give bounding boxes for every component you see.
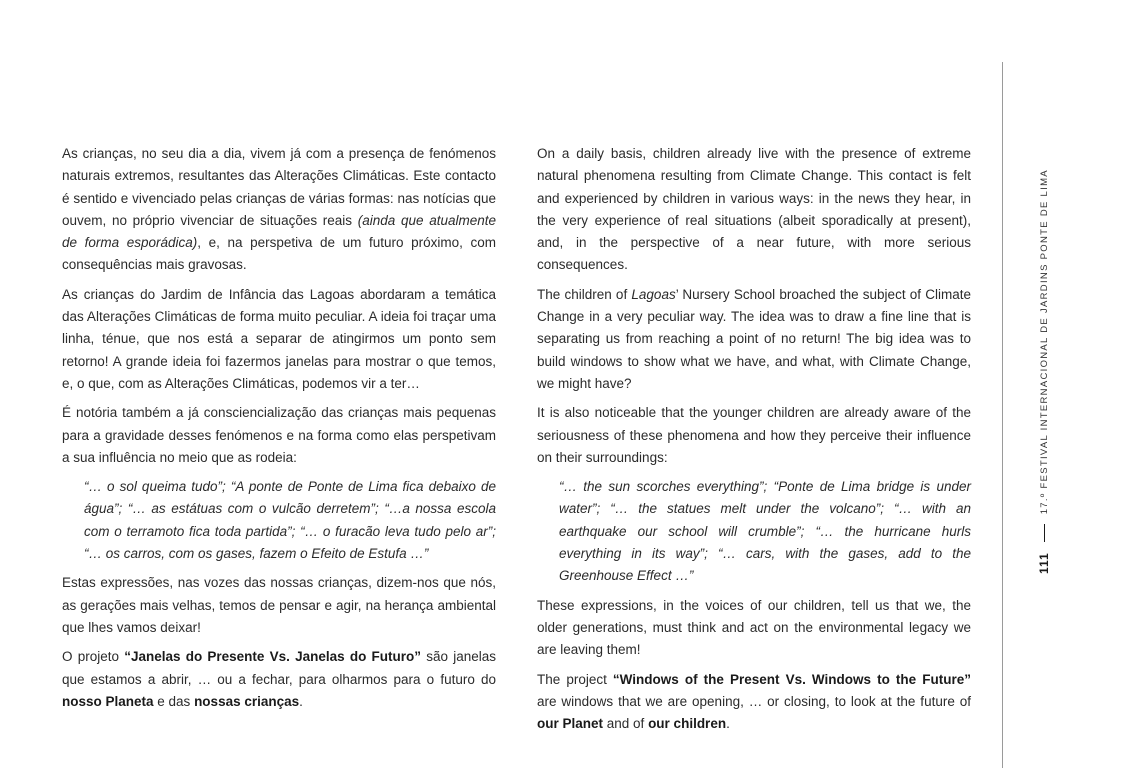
pt-project-title: “Janelas do Presente Vs. Janelas do Futuro” [124, 649, 422, 665]
page-number: 111 [1037, 552, 1051, 574]
en-paragraph-1: On a daily basis, children already live with the presence of extreme natural phenomena resulting from Climate Change. This contact is felt and experienced by children in various ways: in the news they hear, in the very experience of real situations (albeit sporadically at present), and, in the perspective of a near future, with more serious consequences. [537, 146, 971, 273]
en-bold-children: our children [648, 716, 727, 732]
en-children-quote: “… the sun scorches everything”; “Ponte de Lima bridge is under water”; “… the statues melt under the volcano”; “… with an earthquake our school will crumble”; “… the hurricane hurls everything in its way”; “… cars, with the gases, add to the Greenhouse Effect …” [559, 479, 971, 584]
pt-paragraph-5 [62, 646, 496, 713]
en-paragraph-4: These expressions, in the voices of our children, tell us that we, the older generations, must think and act on the environmental legacy we are leaving them! [537, 597, 971, 658]
en-p2-italic: Lagoas [631, 286, 676, 302]
margin-divider-line [1002, 62, 1003, 768]
pt-p5-text: O projeto [62, 649, 125, 665]
en-p5-text-mid: are windows that we are opening, … or closing, to look at the future of [537, 693, 971, 709]
en-p5-period: . [726, 716, 730, 732]
pt-p1-text: As crianças, no seu dia a dia, vivem já com a presença de fenómenos naturais extremos, resultantes das Alterações Climáticas. Este contacto é sentido e vivenciado pelas crianças de várias formas: nas notícias que ouvem, no próprio vivenciar de situações reais [62, 146, 496, 228]
english-column [537, 143, 971, 742]
header-dash [1044, 524, 1045, 542]
pt-bold-children: nossas crianças [194, 693, 300, 709]
pt-children-quote: “… o sol queima tudo”; “A ponte de Ponte de Lima fica debaixo de água”; “… as estátuas com o vulcão derretem”; “…a nossa escola com o terramoto fica toda partida”; “… o furacão leva tudo pelo ar”; “… os carros, com os gases, fazem o Efeito de Estufa …” [84, 479, 496, 562]
en-project-title: “Windows of the Present Vs. Windows to the Future” [612, 671, 971, 687]
running-title: 17.º FESTIVAL INTERNACIONAL DE JARDINS PONTE DE LIMA [1038, 169, 1050, 515]
pt-paragraph-2: As crianças do Jardim de Infância das Lagoas abordaram a temática das Alterações Climáticas de forma muito peculiar. A ideia foi traçar uma linha, ténue, que nos está a separar de atingirmos um ponto sem retorno! A grande ideia foi fazermos janelas para mostrar o que temos, e, o que, com as Alterações Climáticas, podemos vir a ter… [62, 286, 496, 391]
pt-p1-italic: (ainda que atualmente de forma esporádica) [62, 212, 496, 251]
pt-p5-period: . [299, 693, 303, 709]
en-paragraph-5 [537, 669, 971, 736]
en-p2-text: The children of [537, 286, 632, 302]
en-paragraph-2 [537, 284, 971, 395]
en-p5-text: The project [537, 671, 613, 687]
pt-paragraph-4: Estas expressões, nas vozes das nossas crianças, dizem-nos que nós, as gerações mais velhas, temos de pensar e agir, na herança ambiental que lhes vamos deixar! [62, 575, 496, 635]
en-p2-text-end: ’ Nursery School broached the subject of Climate Change in a very peculiar way. The idea was to draw a fine line that is separating us from reaching a point of no return! The big idea was to build windows to show what we have, and what, with Climate Change, we might have? [537, 286, 971, 391]
en-paragraph-3: It is also noticeable that the younger children are already aware of the seriousness of these phenomena and how they perceive their influence on their surroundings: [537, 405, 971, 465]
en-bold-planet: our Planet [537, 716, 604, 732]
en-p5-text-and: and of [603, 716, 649, 732]
side-running-header [1037, 169, 1051, 574]
pt-paragraph-1 [62, 143, 496, 277]
pt-bold-planet: nosso Planeta [62, 693, 154, 709]
portuguese-column [62, 143, 496, 720]
pt-p1-text-end: , e, na perspetiva de um futuro próximo, com consequências mais gravosas. [62, 235, 496, 273]
pt-paragraph-3: É notória também a já consciencialização das crianças mais pequenas para a gravidade desses fenómenos e na forma como elas perspetivam a sua influência no meio que as rodeia: [62, 405, 496, 465]
pt-p5-text-and: e das [153, 693, 195, 709]
pt-p5-text-mid: são janelas que estamos a abrir, … ou a fechar, para olharmos para o futuro do [62, 649, 496, 687]
